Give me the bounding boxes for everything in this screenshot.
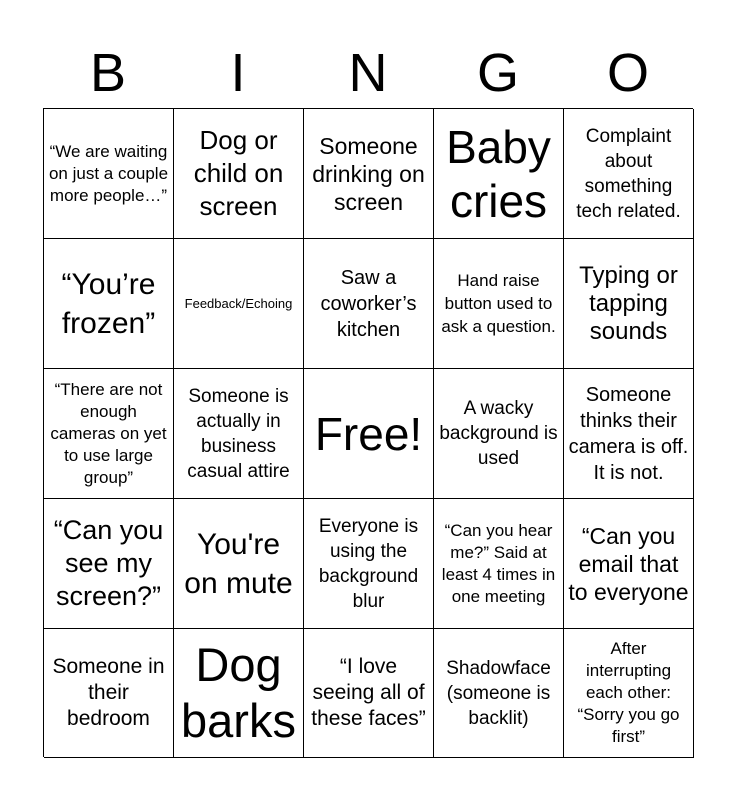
header-letter-i: I (230, 43, 246, 103)
cell-text: “There are not enough cameras on yet to use large group” (50, 379, 167, 487)
cell-text: A wacky background is used (439, 398, 558, 469)
cell-text: Feedback/Echoing (184, 295, 293, 311)
cell-text: Shadowface (someone is backlit) (446, 657, 551, 729)
header-letter-n: N (348, 43, 388, 103)
bingo-cell[interactable] (564, 499, 694, 629)
bingo-cell[interactable] (304, 239, 434, 369)
cell-text: Someone thinks their camera is off. It is not. (568, 383, 689, 484)
bingo-cell[interactable] (434, 109, 564, 239)
bingo-cell[interactable] (174, 239, 304, 369)
cell-text: Hand raise button used to ask a question. (441, 271, 556, 336)
bingo-cell[interactable] (304, 369, 434, 499)
bingo-cell[interactable] (304, 629, 434, 758)
cell-text: After interrupting each other: “Sorry you go first” (577, 639, 680, 746)
bingo-cell[interactable] (44, 369, 174, 499)
bingo-cell[interactable] (564, 239, 694, 369)
cell-text: You're on mute (184, 527, 293, 600)
bingo-cell[interactable] (434, 629, 564, 758)
bingo-cell[interactable] (564, 109, 694, 239)
cell-text: Someone drinking on screen (312, 132, 425, 215)
bingo-cell[interactable] (304, 499, 434, 629)
bingo-cell[interactable] (174, 109, 304, 239)
cell-text: “Can you email that to everyone (568, 522, 689, 605)
cell-text: “We are waiting on just a couple more people…” (48, 141, 169, 205)
bingo-cell[interactable] (174, 369, 304, 499)
header-letter-g: G (476, 43, 519, 103)
bingo-cell[interactable] (564, 369, 694, 499)
bingo-cell[interactable] (174, 499, 304, 629)
bingo-cell[interactable] (44, 109, 174, 239)
header-letter-b: B (89, 43, 127, 103)
cell-text: Dog or child on screen (193, 125, 284, 221)
bingo-cell[interactable] (304, 109, 434, 239)
bingo-cell[interactable] (44, 629, 174, 758)
cell-text: Baby cries (446, 120, 551, 227)
bingo-cell[interactable] (564, 629, 694, 758)
cell-text: Typing or tapping sounds (579, 261, 678, 345)
cell-text: Everyone is using the background blur (318, 515, 419, 612)
bingo-cell[interactable] (434, 499, 564, 629)
cell-text: Dog barks (181, 638, 296, 747)
bingo-cell[interactable] (434, 239, 564, 369)
cell-text: Complaint about something tech related. (576, 125, 681, 222)
bingo-cell[interactable] (174, 629, 304, 758)
bingo-header (43, 42, 693, 104)
cell-text: Someone is actually in business casual attire (187, 385, 290, 482)
free-space: Free! (314, 407, 423, 460)
bingo-cell[interactable] (44, 239, 174, 369)
cell-text: Saw a coworker’s kitchen (320, 266, 417, 341)
cell-text: “I love seeing all of these faces” (311, 655, 426, 730)
cell-text: “Can you hear me?” Said at least 4 times in one meeting (441, 520, 556, 606)
cell-text: “Can you see my screen?” (53, 515, 164, 611)
bingo-grid (43, 108, 693, 757)
bingo-cell[interactable] (44, 499, 174, 629)
cell-text: Someone in their bedroom (52, 655, 165, 730)
bingo-cell[interactable] (434, 369, 564, 499)
header-letter-o: O (606, 43, 649, 103)
cell-text: “You’re frozen” (61, 267, 156, 340)
